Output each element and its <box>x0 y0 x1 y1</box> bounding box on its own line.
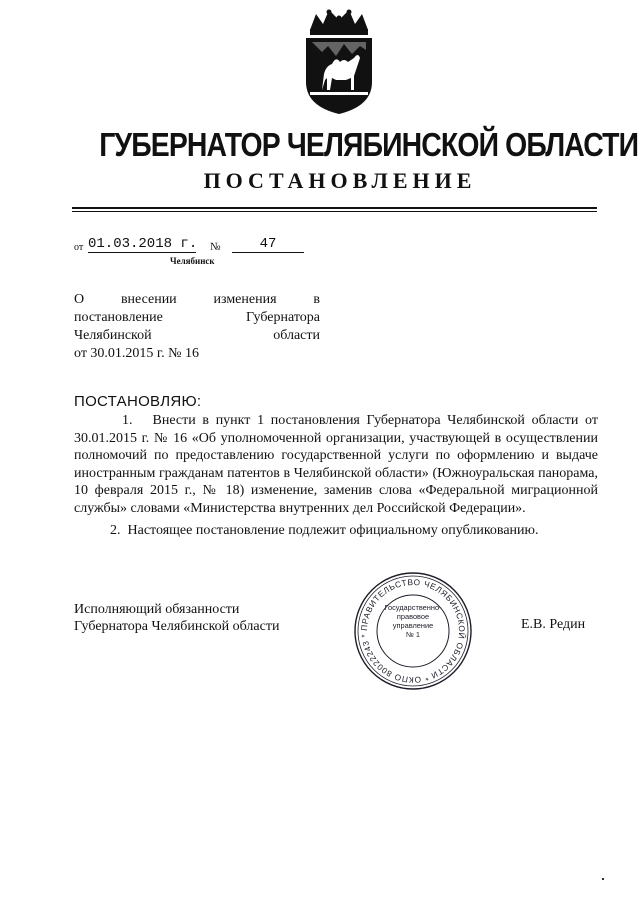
scan-artifact <box>602 878 604 880</box>
decree-item-1 <box>74 412 598 518</box>
date-prefix: от <box>74 242 84 253</box>
decree-body <box>74 412 598 539</box>
issuer-title: ГУБЕРНАТОР ЧЕЛЯБИНСКОЙ ОБЛАСТИ <box>99 126 639 163</box>
subject-line <box>74 291 320 309</box>
seal-ring-text: ПРАВИТЕЛЬСТВО ЧЕЛЯБИНСКОЙ ОБЛАСТИ * ОКПО 80022243 * <box>358 576 468 686</box>
subject-word: Челябинской <box>74 328 152 343</box>
subject-word: Губернатора <box>245 310 320 325</box>
document-number: 47 <box>232 236 304 253</box>
decree-item-2 <box>74 522 598 540</box>
subject-line <box>74 327 320 345</box>
chelyabinsk-coat-of-arms-icon <box>296 8 382 116</box>
official-seal <box>351 569 475 693</box>
subject-word: от 30.01.2015 г. № 16 <box>74 346 199 361</box>
subject-word: постановление <box>74 310 163 325</box>
subject-word: в <box>313 292 320 307</box>
subject-word: О <box>74 292 85 307</box>
number-sign: № <box>210 241 221 253</box>
seal-line: управление <box>392 621 434 630</box>
item-text: Настоящее постановление подлежит официальному опубликованию. <box>127 522 539 538</box>
position-line: Губернатора Челябинской области <box>74 619 280 634</box>
subject-line <box>74 345 320 363</box>
seal-line: № 1 <box>405 630 421 639</box>
subject-word: области <box>273 328 320 343</box>
seal-line: правовое <box>396 612 430 621</box>
header-divider-thin <box>72 211 597 212</box>
decree-heading: ПОСТАНОВЛЯЮ: <box>74 393 202 410</box>
subject-line <box>74 309 320 327</box>
item-number: 1. <box>122 413 133 428</box>
signatory-name: Е.В. Редин <box>521 617 586 632</box>
document-city: Челябинск <box>170 256 215 266</box>
document-type: ПОСТАНОВЛЕНИЕ <box>203 168 477 193</box>
document-date: 01.03.2018 г. <box>88 236 198 252</box>
document-subject <box>74 291 320 363</box>
seal-center-text <box>381 603 445 639</box>
seal-line: Государственно- <box>384 603 442 612</box>
position-line: Исполняющий обязанности <box>74 602 240 617</box>
item-text: Внести в пункт 1 постановления Губернатора Челябинской области от 30.01.2015 г. № 16 «Об уполномоченной организации, участвующей в осуществлении полномочий по предоставлению государственной услуги по оформлению и выдаче иностранным гражданам патентов в Челябинской области» (Южноуральская панорама, 10 февраля 2015 г., № 18) изменение, заменив слова «Федеральной миграционной службы» словами «Министерства внутренних дел Российской Федерации». <box>74 413 598 516</box>
signatory-position <box>74 601 279 635</box>
subject-word: изменения <box>213 292 277 307</box>
item-number: 2. <box>110 522 121 538</box>
subject-word: внесении <box>120 292 177 307</box>
header-divider <box>72 207 597 209</box>
